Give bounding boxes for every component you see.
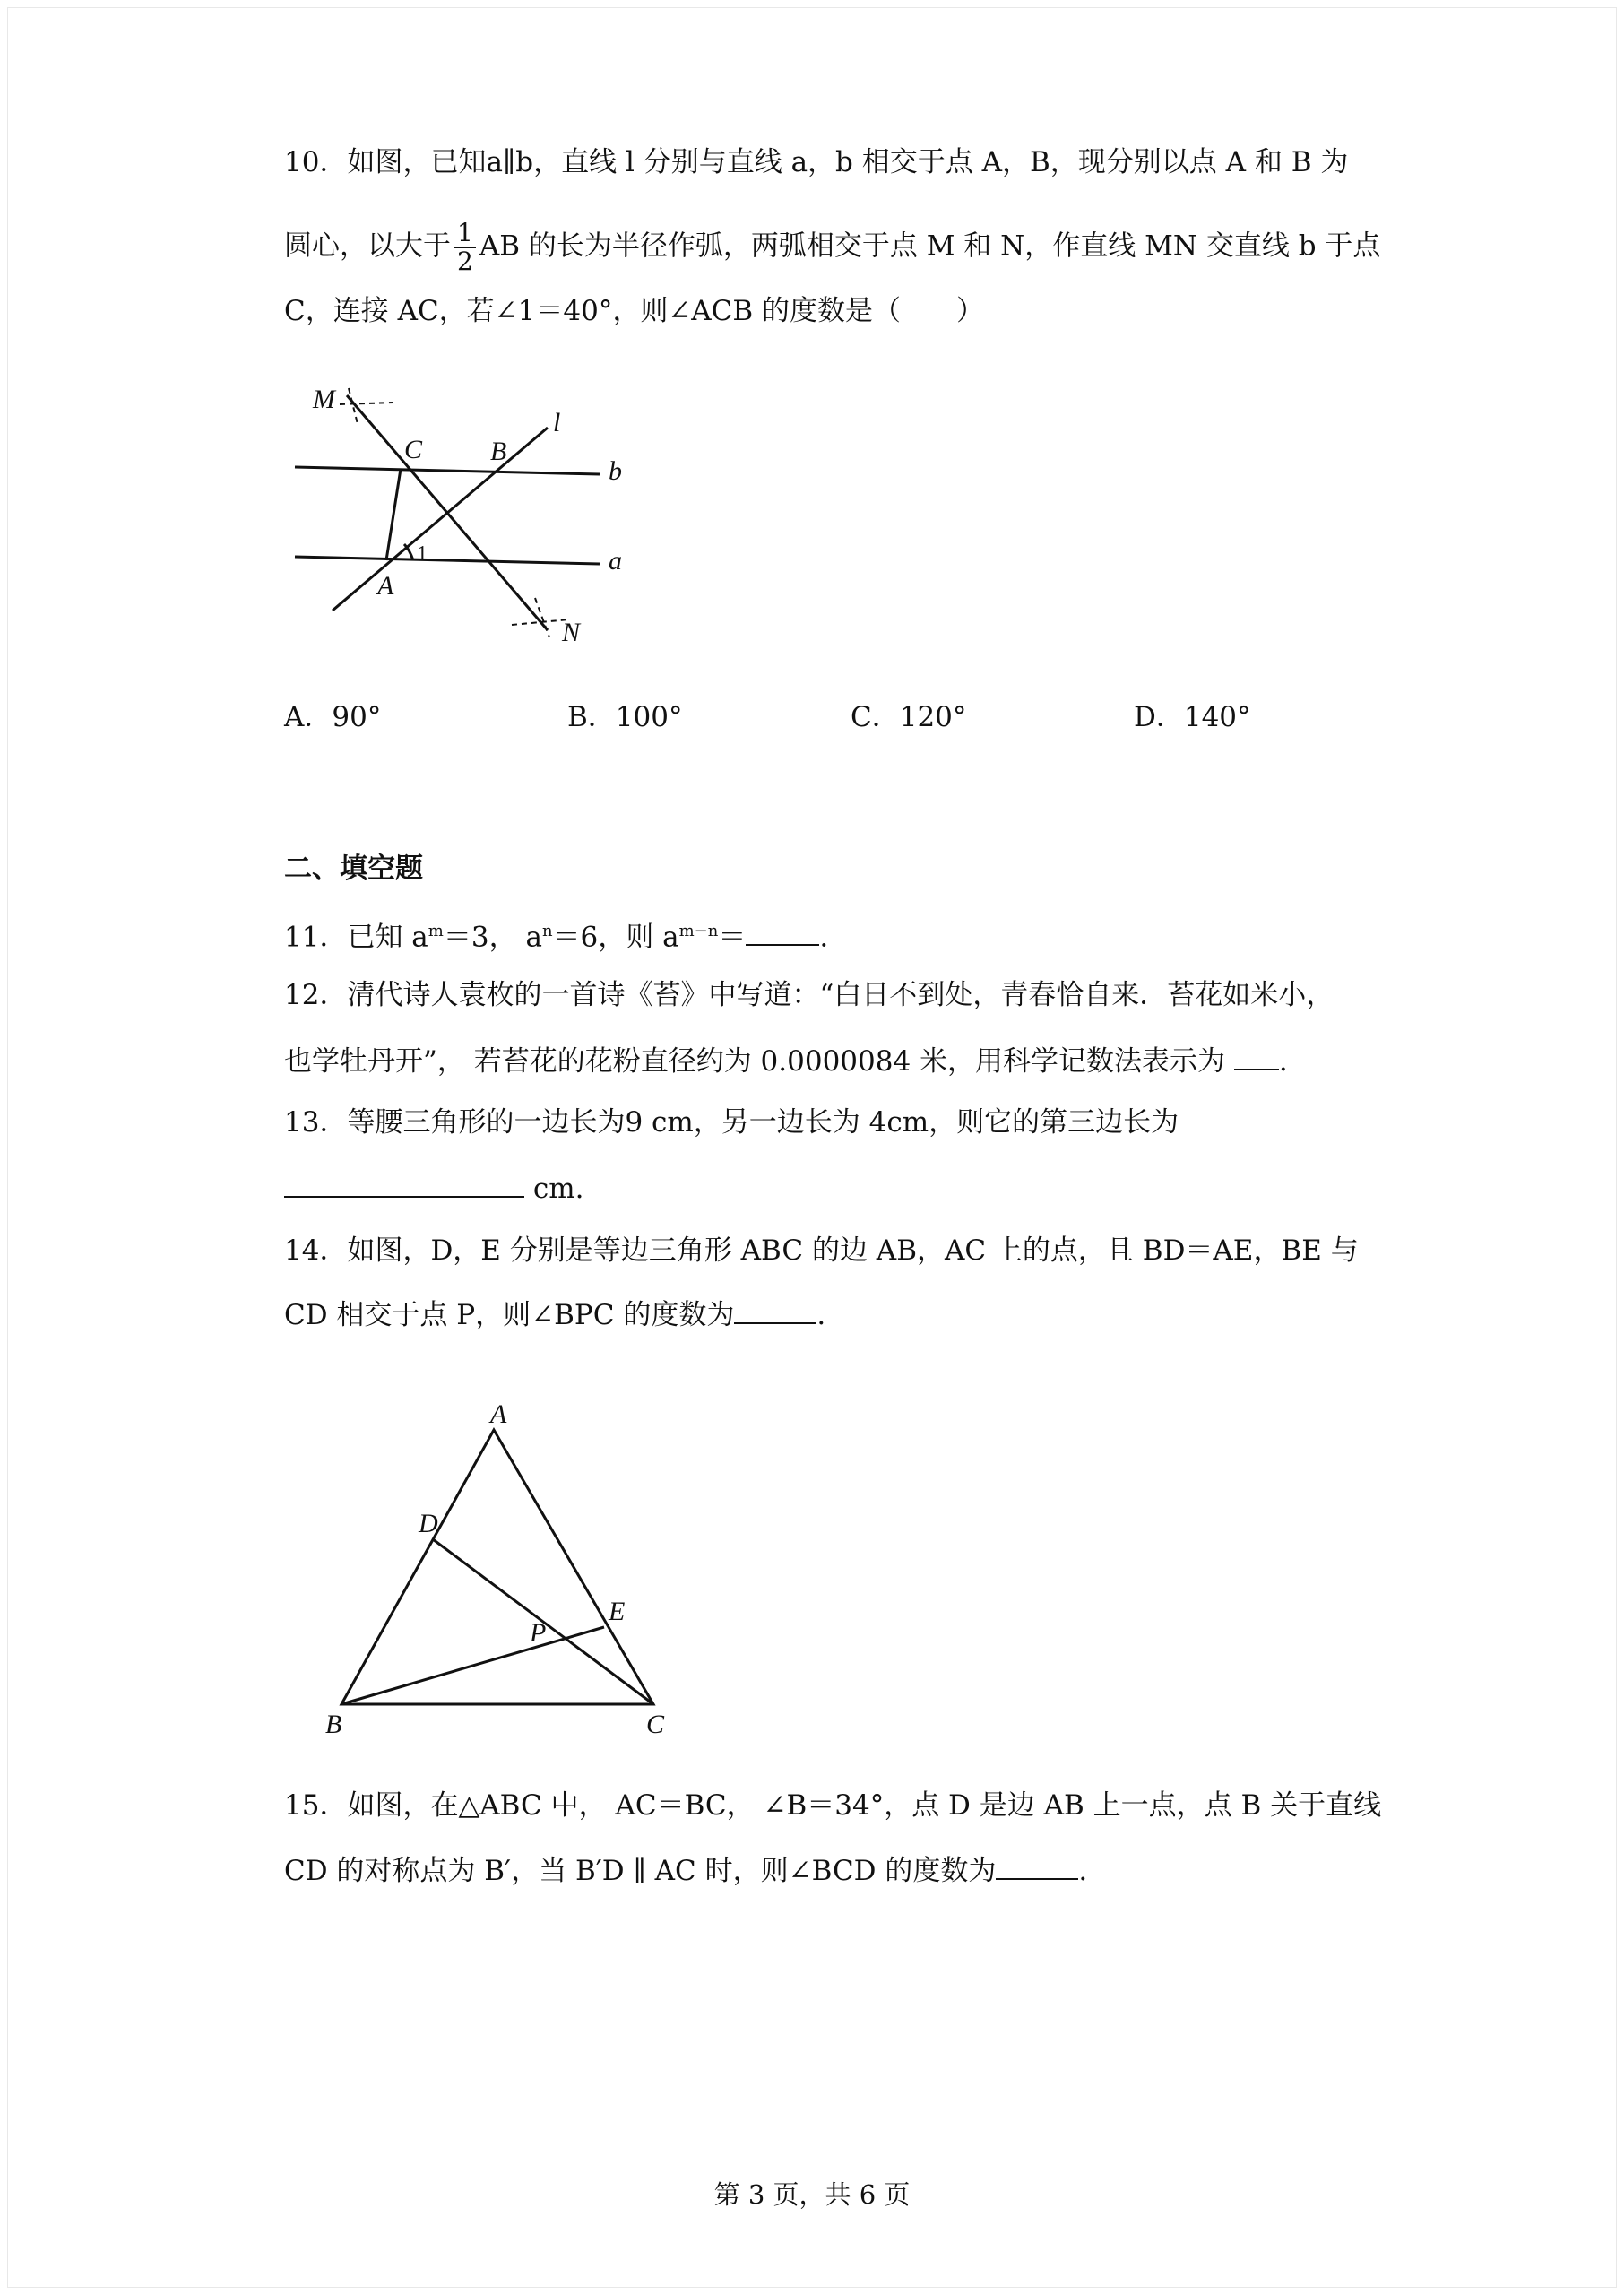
label-a-line: a	[609, 546, 622, 576]
q15-line-1: 15．如图，在△ABC 中， AC＝BC， ∠B＝34°，点 D 是边 AB 上一点，点 B 关于直线	[284, 1789, 1382, 1822]
label-d: D	[419, 1509, 438, 1538]
q10-line-2	[284, 220, 1380, 275]
q11-answer-blank[interactable]	[746, 917, 819, 946]
line-b	[295, 467, 600, 474]
fraction-denominator: 2	[457, 247, 473, 276]
q14-answer-blank[interactable]	[734, 1295, 816, 1324]
q12-end: .	[1278, 1045, 1288, 1078]
label-b-point: B	[490, 437, 507, 466]
q11-pre: 11．已知 a	[284, 921, 428, 954]
label-angle-1: 1	[417, 542, 428, 566]
fraction-half	[454, 220, 476, 275]
q11-end: .	[819, 921, 829, 954]
fraction-numerator: 1	[454, 220, 476, 248]
q13-answer-blank[interactable]	[284, 1169, 524, 1198]
q11-exp-mn: m−n	[678, 922, 719, 940]
option-a: A．90°	[284, 701, 382, 733]
label-a-point: A	[377, 571, 394, 601]
exam-page	[7, 7, 1617, 2288]
q15-answer-blank[interactable]	[996, 1851, 1078, 1880]
option-d: D．140°	[1134, 701, 1251, 733]
q12-line-2	[284, 1042, 1288, 1079]
q11-mid2: ＝6，则 a	[552, 921, 679, 954]
label-c: C	[404, 435, 423, 464]
label-a: A	[490, 1399, 507, 1429]
q13-line-2	[284, 1169, 583, 1207]
q15-line-2	[284, 1851, 1087, 1889]
label-b-line: b	[609, 456, 622, 486]
label-n: N	[562, 618, 581, 647]
label-e: E	[609, 1597, 626, 1626]
q12-answer-blank[interactable]	[1234, 1042, 1279, 1070]
q14-line-1: 14．如图，D，E 分别是等边三角形 ABC 的边 AB，AC 上的点，且 BD＝AE，BE 与	[284, 1234, 1359, 1267]
q12-line-2-text: 也学牡丹开”， 若苔花的花粉直径约为 0.0000084 米，用科学记数法表示为	[284, 1045, 1226, 1078]
label-m: M	[313, 385, 335, 414]
q14-end: .	[816, 1299, 826, 1331]
q10-line-2-pre: 圆心，以大于	[284, 230, 451, 263]
label-l: l	[553, 408, 561, 437]
section-title: 二、填空题	[284, 853, 423, 885]
label-p: P	[530, 1618, 547, 1648]
option-b: B．100°	[567, 701, 683, 733]
q10-line-2-post: AB 的长为半径作弧，两弧相交于点 M 和 N，作直线 MN 交直线 b 于点	[479, 230, 1381, 263]
q11-post: ＝	[718, 921, 747, 954]
segment-ac	[386, 469, 401, 560]
q11-exp-n: n	[541, 922, 553, 940]
q13-unit: cm.	[532, 1173, 584, 1205]
line-a	[295, 557, 600, 564]
q14-figure	[304, 1399, 698, 1749]
q11-mid1: ＝3， a	[443, 921, 542, 954]
q14-line-2-text: CD 相交于点 P，则∠BPC 的度数为	[284, 1299, 735, 1331]
q10-figure	[295, 385, 635, 654]
triangle-abc	[341, 1430, 653, 1704]
segment-be	[341, 1627, 604, 1704]
q12-line-1: 12．清代诗人袁枚的一首诗《苔》中写道：“白日不到处，青春恰自来．苔花如米小，	[284, 979, 1335, 1011]
q15-end: .	[1078, 1855, 1088, 1887]
q11-line	[284, 914, 828, 955]
label-c: C	[646, 1710, 665, 1739]
q10-line-3: C，连接 AC，若∠1＝40°，则∠ACB 的度数是（ ）	[284, 295, 985, 327]
arc-m-2	[340, 403, 393, 404]
line-l	[333, 428, 548, 611]
page-number: 第 3 页，共 6 页	[713, 2179, 911, 2210]
q11-exp-m: m	[428, 922, 444, 940]
label-b: B	[325, 1710, 342, 1739]
q15-line-2-text: CD 的对称点为 B′，当 B′D ∥ AC 时，则∠BCD 的度数为	[284, 1855, 997, 1887]
option-c: C．120°	[851, 701, 967, 733]
q10-line-1: 10．如图，已知a∥b，直线 l 分别与直线 a，b 相交于点 A，B，现分别以点 A 和 B 为	[284, 146, 1349, 178]
q14-line-2	[284, 1295, 825, 1333]
q13-line-1: 13．等腰三角形的一边长为9 cm，另一边长为 4cm，则它的第三边长为	[284, 1106, 1179, 1139]
